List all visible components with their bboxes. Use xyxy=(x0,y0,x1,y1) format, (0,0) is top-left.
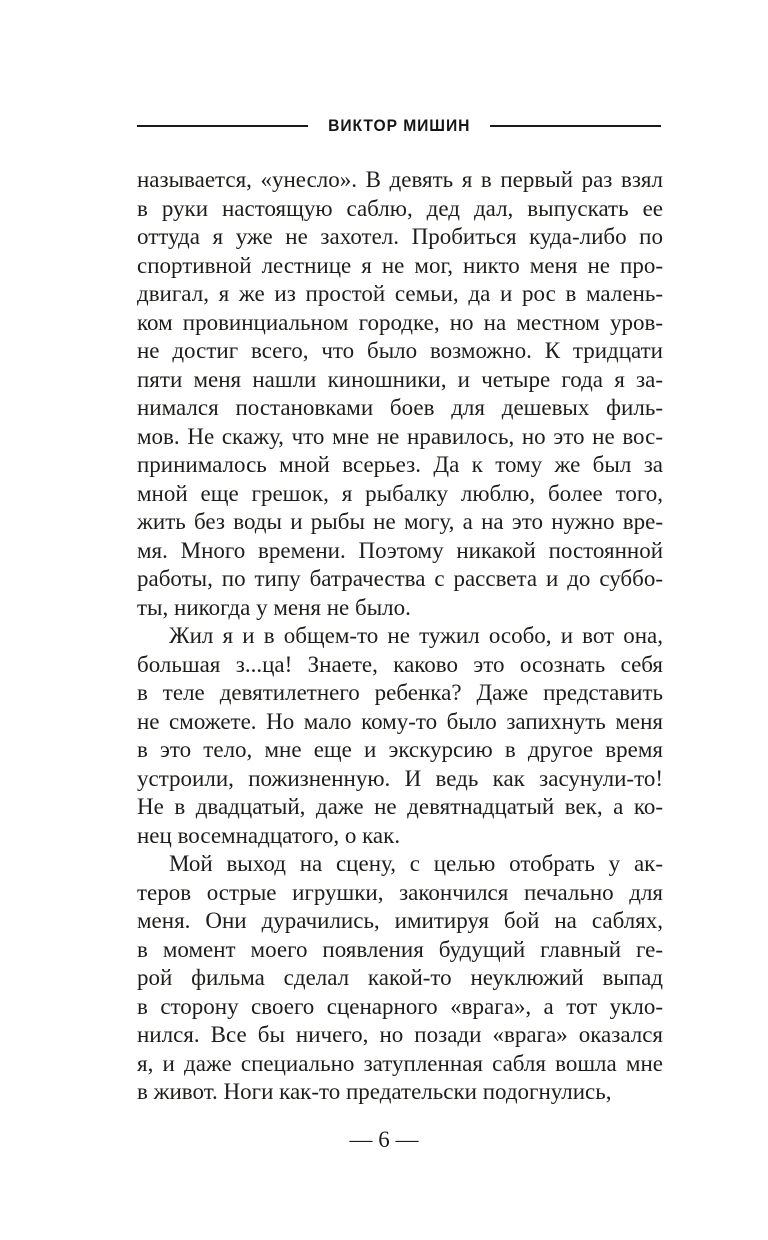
text-line: в теле девятилетнего ребенка? Даже представить xyxy=(137,680,663,705)
text-line: нимался постановками боев для дешевых филь- xyxy=(137,395,663,420)
header-rule-left xyxy=(137,125,308,127)
text-line: в сторону своего сценарного «врага», а тот укло- xyxy=(137,993,663,1019)
text-line: в это тело, мне еще и экскурсию в другое время xyxy=(137,737,663,762)
text-line: работы, по типу батрачества с рассвета и до суббо- xyxy=(137,566,663,591)
paragraph-3 xyxy=(137,850,663,1107)
text-line: ком провинциальном городке, но на местном уров- xyxy=(137,309,663,335)
text-line: Жил я и в общем-то не тужил особо, и вот она, xyxy=(169,623,663,648)
text-line: большая з...ца! Знаете, каково это осознать себя xyxy=(137,651,663,677)
text-line: ты, никогда у меня не было. xyxy=(137,594,411,620)
text-line: в живот. Ноги как-то предательски подогнулись, xyxy=(137,1079,612,1104)
page-header xyxy=(137,116,661,136)
text-line: нец восемнадцатого, о как. xyxy=(137,822,401,848)
text-line: теров острые игрушки, закончился печально для xyxy=(137,879,663,905)
text-line: спортивной лестнице я не мог, никто меня не про- xyxy=(137,252,663,278)
text-line: Мой выход на сцену, с целью отобрать у ак- xyxy=(169,851,663,876)
text-line: рой фильма сделал какой-то неуклюжий выпад xyxy=(137,965,663,990)
body-text xyxy=(137,166,663,1107)
text-line: жить без воды и рыбы не могу, а на это нужно вре- xyxy=(137,509,663,534)
text-line: мя. Много времени. Поэтому никакой постоянной xyxy=(137,537,663,563)
running-title: ВИКТОР МИШИН xyxy=(327,116,471,135)
text-line: я, и даже специально затупленная сабля вошла мне xyxy=(137,1050,663,1076)
text-line: в руки настоящую саблю, дед дал, выпускать ее xyxy=(137,195,663,221)
text-line: называется, «унесло». В девять я в первый раз взял xyxy=(137,167,663,192)
text-line: меня. Они дурачились, имитируя бой на саблях, xyxy=(137,908,663,933)
paragraph-1 xyxy=(137,166,663,622)
text-line: не сможете. Но мало кому-то было запихнуть меня xyxy=(137,708,663,734)
text-line: в момент моего появления будущий главный ге- xyxy=(137,936,663,962)
text-line: не достиг всего, что было возможно. К тридцати xyxy=(137,338,663,363)
page-number: — 6 — xyxy=(349,1127,419,1152)
header-rule-right xyxy=(490,125,661,127)
text-line: мов. Не скажу, что мне не нравилось, но это не вос- xyxy=(137,423,663,449)
text-line: мной еще грешок, я рыбалку люблю, более того, xyxy=(137,480,663,506)
text-line: оттуда я уже не захотел. Пробиться куда-либо по xyxy=(137,224,663,249)
text-line: устроили, пожизненную. И ведь как засунули-то! xyxy=(137,765,663,791)
text-line: принималось мной всерьез. Да к тому же был за xyxy=(137,452,663,477)
text-line: Не в двадцатый, даже не девятнадцатый век, а ко- xyxy=(137,794,663,819)
page-footer xyxy=(0,1127,768,1153)
text-line: двигал, я же из простой семьи, да и рос в малень- xyxy=(137,281,663,306)
text-line: пяти меня нашли киношники, и четыре года я за- xyxy=(137,366,663,392)
text-line: нился. Все бы ничего, но позади «врага» оказался xyxy=(137,1022,663,1047)
paragraph-2 xyxy=(137,622,663,850)
